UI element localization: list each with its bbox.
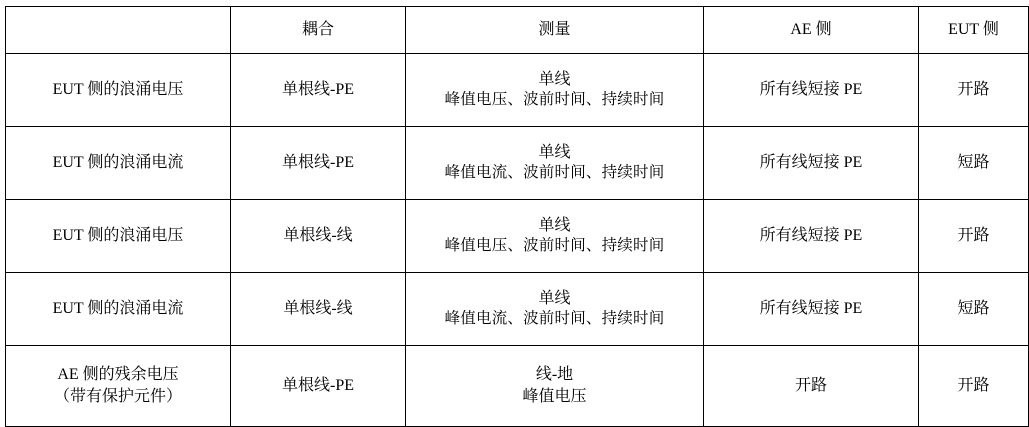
column-header-eut-side: EUT 侧 <box>919 7 1029 54</box>
column-header-coupling: 耦合 <box>231 7 406 54</box>
row-coupling: 单根线-线 <box>231 273 406 346</box>
measure-parameters: 峰值电压、波前时间、持续时间 <box>444 91 665 109</box>
row-ae-side: 所有线短接 PE <box>704 127 919 200</box>
row-ae-side: 所有线短接 PE <box>704 273 919 346</box>
row-item: EUT 侧的浪涌电压 <box>6 54 231 127</box>
table-row <box>6 127 1029 200</box>
row-measure <box>406 54 704 127</box>
row-measure <box>406 273 704 346</box>
column-header-item <box>6 7 231 54</box>
table-row <box>6 200 1029 273</box>
table-header <box>6 7 1029 54</box>
row-eut-side: 短路 <box>919 127 1029 200</box>
table-body <box>6 54 1029 427</box>
row-coupling: 单根线-线 <box>231 200 406 273</box>
column-header-measure: 测量 <box>406 7 704 54</box>
measure-parameters: 峰值电压、波前时间、持续时间 <box>444 237 665 255</box>
row-item: EUT 侧的浪涌电压 <box>6 200 231 273</box>
row-eut-side: 短路 <box>919 273 1029 346</box>
row-item: EUT 侧的浪涌电流 <box>6 273 231 346</box>
column-header-ae-side: AE 侧 <box>704 7 919 54</box>
row-eut-side: 开路 <box>919 346 1029 427</box>
row-coupling: 单根线-PE <box>231 54 406 127</box>
row-ae-side: 开路 <box>704 346 919 427</box>
measure-parameters: 峰值电流、波前时间、持续时间 <box>444 164 665 182</box>
measure-primary: 单线 <box>538 289 571 307</box>
measure-primary: 单线 <box>538 143 571 161</box>
row-coupling: 单根线-PE <box>231 346 406 427</box>
row-measure <box>406 127 704 200</box>
measure-primary: 单线 <box>538 216 571 234</box>
row-item-line1: AE 侧的残余电压 <box>57 366 179 384</box>
row-ae-side: 所有线短接 PE <box>704 200 919 273</box>
table-row <box>6 346 1029 427</box>
row-eut-side: 开路 <box>919 54 1029 127</box>
measure-parameters: 峰值电流、波前时间、持续时间 <box>444 310 665 328</box>
table-row <box>6 54 1029 127</box>
measure-primary: 单线 <box>538 70 571 88</box>
measure-primary: 线-地 <box>535 366 574 384</box>
measure-parameters: 峰值电压 <box>522 388 587 405</box>
row-measure <box>406 200 704 273</box>
table-header-row <box>6 7 1029 54</box>
row-coupling: 单根线-PE <box>231 127 406 200</box>
row-eut-side: 开路 <box>919 200 1029 273</box>
table-row <box>6 273 1029 346</box>
row-measure <box>406 346 704 427</box>
row-item-line2: （带有保护元件） <box>53 388 182 405</box>
row-item: EUT 侧的浪涌电流 <box>6 127 231 200</box>
surge-test-configuration-table <box>5 6 1029 427</box>
row-ae-side: 所有线短接 PE <box>704 54 919 127</box>
row-item <box>6 346 231 427</box>
